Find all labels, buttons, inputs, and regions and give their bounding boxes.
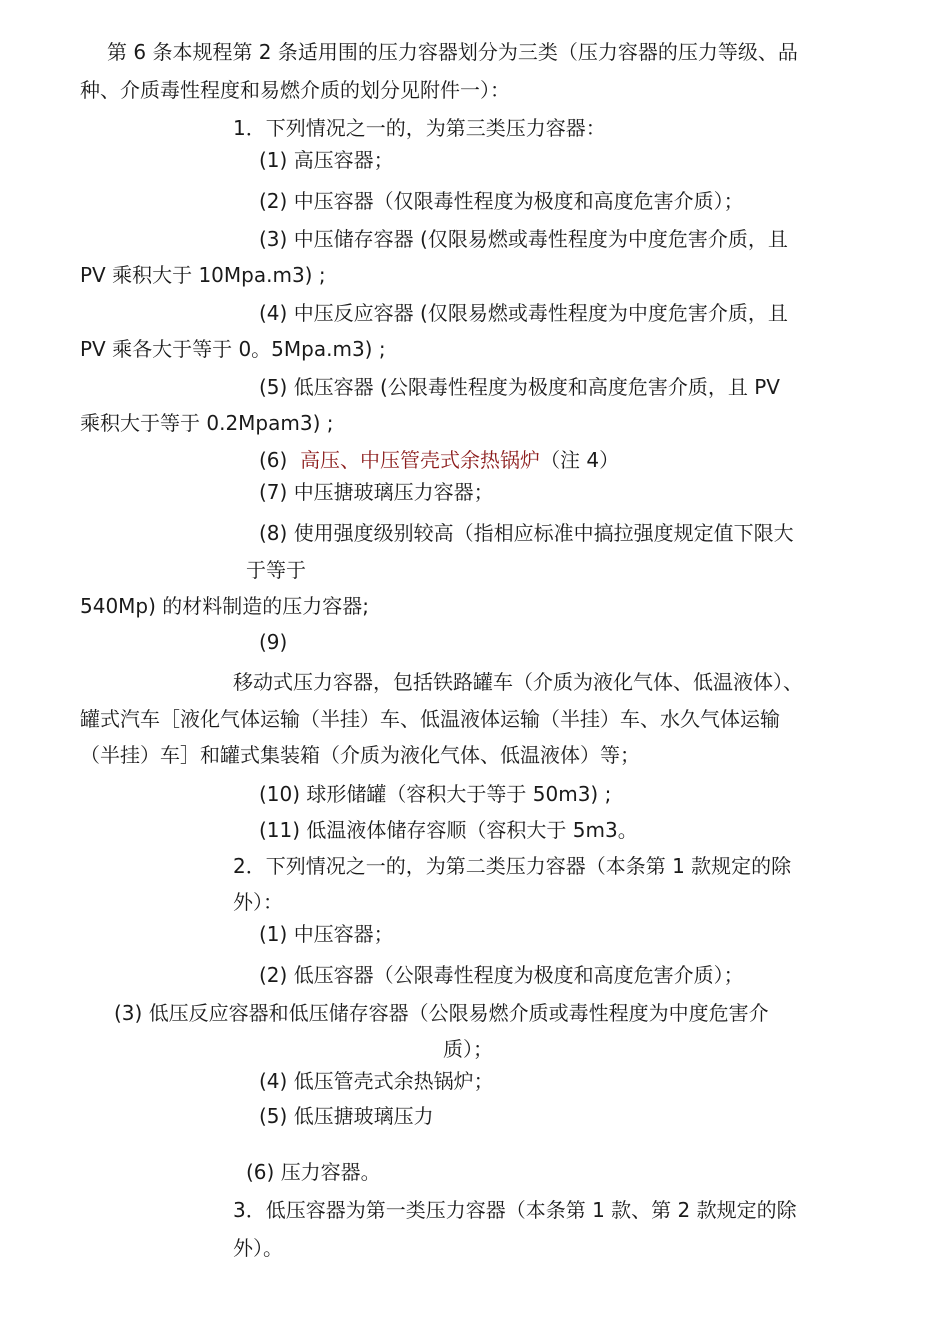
section-heading: 3．低压容器为第一类压力容器（本条第 1 款、第 2 款规定的除 bbox=[233, 1198, 797, 1222]
list-item-continuation: 540Mp) 的材料制造的压力容器; bbox=[80, 594, 370, 618]
item-number: (6) bbox=[259, 448, 288, 472]
section-heading-continuation: 外）。 bbox=[233, 1236, 283, 1260]
list-item: (5) 低压搪玻璃压力 bbox=[259, 1104, 434, 1128]
list-item: (4) 低压管壳式余热锅炉； bbox=[259, 1069, 494, 1093]
highlighted-text: 高压、中压管壳式余热锅炉 bbox=[300, 448, 541, 472]
list-item-continuation: 质）； bbox=[443, 1037, 493, 1061]
section-heading: 2．下列情况之一的，为第二类压力容器（本条第 1 款规定的除 bbox=[233, 854, 792, 878]
list-item: (7) 中压搪玻璃压力容器； bbox=[259, 480, 494, 504]
section-heading-continuation: 外）： bbox=[233, 890, 283, 914]
list-item-continuation: 乘积大于等于 0.2Mpam3) ; bbox=[80, 411, 334, 435]
list-item: (1) 高压容器； bbox=[259, 148, 394, 172]
list-item: (9) bbox=[259, 630, 288, 654]
list-item: (2) 低压容器（公限毒性程度为极度和高度危害介质）； bbox=[259, 963, 744, 987]
note-reference: （注 4） bbox=[540, 448, 620, 472]
list-item-continuation: 移动式压力容器，包括铁路罐车（介质为液化气体、低温液体）、 bbox=[233, 670, 803, 694]
list-item: (11) 低温液体储存容顺（容积大于 5m3。 bbox=[259, 818, 638, 842]
list-item: (4) 中压反应容器 (仅限易燃或毒性程度为中度危害介质，且 bbox=[259, 301, 788, 325]
list-item-continuation: 于等于 bbox=[246, 558, 306, 582]
list-item-continuation: PV 乘各大于等于 0。5Mpa.m3) ; bbox=[80, 337, 386, 361]
list-item-6 bbox=[259, 446, 619, 474]
list-item: (8) 使用强度级别较高（指相应标准中搞拉强度规定值下限大 bbox=[259, 521, 794, 545]
list-item: (1) 中压容器； bbox=[259, 922, 394, 946]
list-item: (6) 压力容器。 bbox=[246, 1160, 381, 1184]
list-item-continuation: （半挂）车］和罐式集装箱（介质为液化气体、低温液体）等； bbox=[80, 743, 640, 767]
list-item: (3) 低压反应容器和低压储存容器（公限易燃介质或毒性程度为中度危害介 bbox=[114, 1001, 769, 1025]
list-item-continuation: PV 乘积大于 10Mpa.m3) ; bbox=[80, 263, 326, 287]
list-item: (2) 中压容器（仅限毒性程度为极度和高度危害介质）； bbox=[259, 189, 744, 213]
section-heading: 1．下列情况之一的，为第三类压力容器： bbox=[233, 116, 606, 140]
list-item: (10) 球形储罐（容积大于等于 50m3) ; bbox=[259, 782, 612, 806]
intro-paragraph-line: 种、介质毒性程度和易燃介质的划分见附件一）： bbox=[80, 78, 510, 102]
intro-paragraph-line: 第 6 条本规程第 2 条适用围的压力容器划分为三类（压力容器的压力等级、品 bbox=[107, 40, 798, 64]
list-item-continuation: 罐式汽车［液化气体运输（半挂）车、低温液体运输（半挂）车、水久气体运输 bbox=[80, 707, 780, 731]
list-item: (5) 低压容器 (公限毒性程度为极度和高度危害介质，且 PV bbox=[259, 375, 780, 399]
list-item: (3) 中压储存容器 (仅限易燃或毒性程度为中度危害介质，且 bbox=[259, 227, 788, 251]
